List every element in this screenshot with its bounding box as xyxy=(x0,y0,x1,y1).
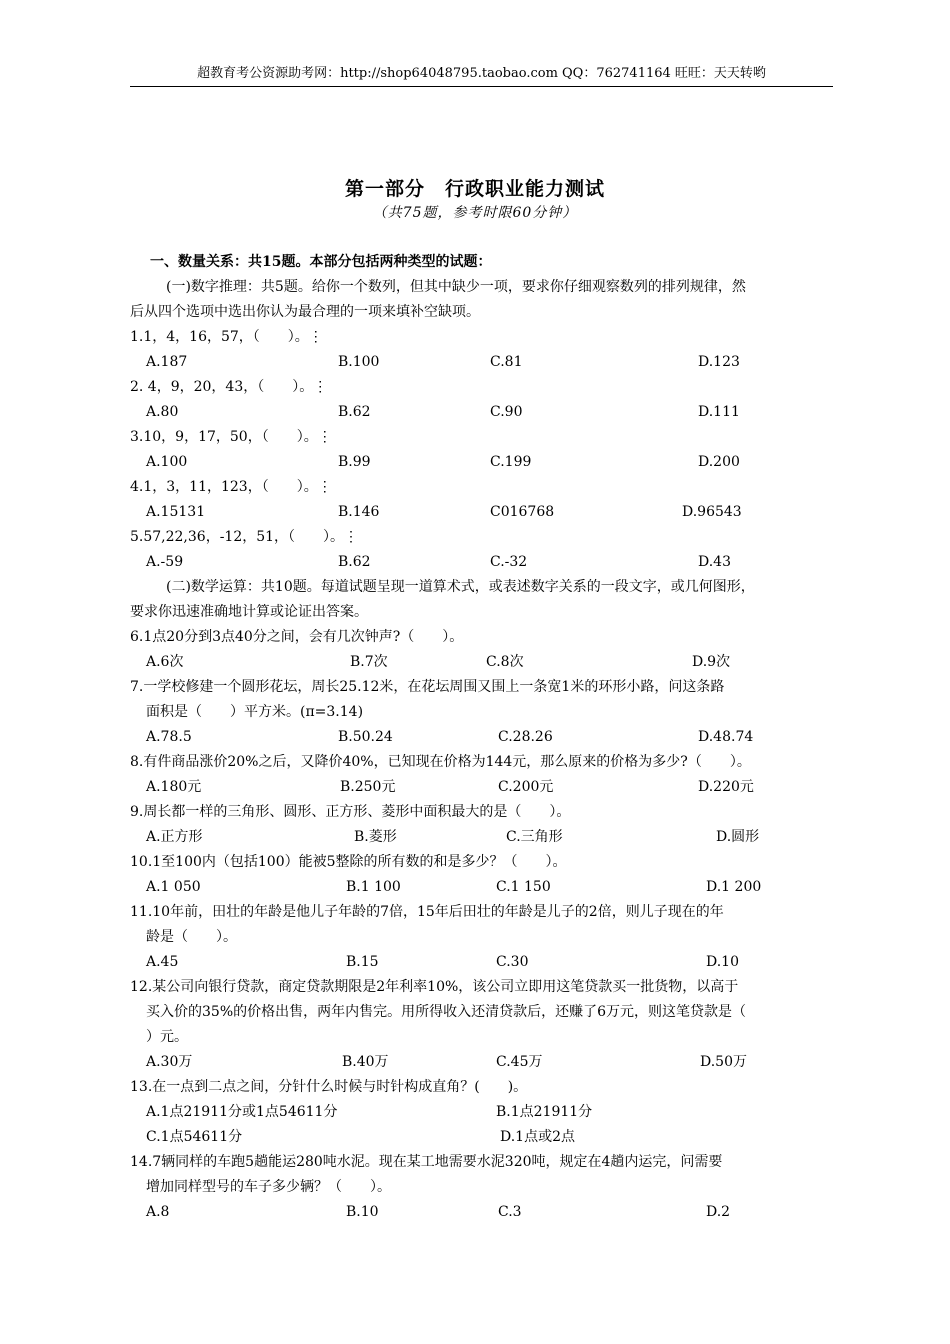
question-5-options xyxy=(130,550,842,575)
option-a[interactable]: A.1 050 xyxy=(146,879,201,895)
question-7-options xyxy=(130,725,842,750)
option-a[interactable]: A.-59 xyxy=(146,554,184,570)
option-c[interactable]: C.-32 xyxy=(490,554,528,570)
page-title: 第一部分 行政职业能力测试 xyxy=(344,178,605,200)
option-c[interactable]: C.28.26 xyxy=(498,729,553,745)
option-b[interactable]: B.99 xyxy=(338,454,371,470)
option-b[interactable]: B.菱形 xyxy=(354,829,397,845)
option-b[interactable]: B.1点21911分 xyxy=(496,1104,593,1120)
option-a[interactable]: A.187 xyxy=(146,354,188,370)
question-14-cont: 增加同样型号的车子多少辆？（ ）。 xyxy=(146,1179,391,1195)
option-b[interactable]: B.146 xyxy=(338,504,380,520)
question-1-options xyxy=(130,350,842,375)
option-c[interactable]: C.3 xyxy=(498,1204,522,1220)
part2-intro-line1: (二)数学运算：共10题。每道试题呈现一道算术式，或表述数字关系的一段文字，或几何图形， xyxy=(166,579,755,595)
option-c[interactable]: C.三角形 xyxy=(506,829,563,845)
option-d[interactable]: D.1点或2点 xyxy=(500,1129,575,1145)
question-10: 10.1至100内（包括100）能被5整除的所有数的和是多少？（ ）。 xyxy=(130,854,567,870)
option-d[interactable]: D.9次 xyxy=(692,654,731,670)
question-10-options xyxy=(130,875,842,900)
option-b[interactable]: B.62 xyxy=(338,554,371,570)
option-d[interactable]: D.220元 xyxy=(698,779,754,795)
question-14: 14.7辆同样的车跑5趟能运280吨水泥。现在某工地需要水泥320吨，规定在4趟内运完，问需要 xyxy=(130,1154,723,1170)
option-d[interactable]: D.48.74 xyxy=(698,729,754,745)
option-d[interactable]: D.1 200 xyxy=(706,879,762,895)
question-6: 6.1点20分到3点40分之间，会有几次钟声?（ ）。 xyxy=(130,629,464,645)
option-b[interactable]: B.40万 xyxy=(342,1054,389,1070)
question-8-options xyxy=(130,775,842,800)
question-5: 5.57,22,36，-12，51，（ ）。⋮ xyxy=(130,529,359,545)
question-11-options xyxy=(130,950,842,975)
question-8: 8.有件商品涨价20%之后，又降价40%，已知现在价格为144元，那么原来的价格为多少?（ ）。 xyxy=(130,754,751,770)
option-c[interactable]: C.1 150 xyxy=(496,879,551,895)
part1-intro-line2: 后从四个选项中选出你认为最合理的一项来填补空缺项。 xyxy=(130,304,480,320)
option-c[interactable]: C.1点54611分 xyxy=(146,1129,243,1145)
question-11: 11.10年前，田壮的年龄是他儿子年龄的7倍，15年后田壮的年龄是儿子的2倍，则儿子现在的年 xyxy=(130,904,724,920)
option-d[interactable]: D.10 xyxy=(706,954,739,970)
option-d[interactable]: D.123 xyxy=(698,354,740,370)
exam-content xyxy=(130,250,842,1225)
option-d[interactable]: D.圆形 xyxy=(716,829,760,845)
section-heading: 一、数量关系：共15题。本部分包括两种类型的试题： xyxy=(150,254,492,270)
option-a[interactable]: A.1点21911分或1点54611分 xyxy=(146,1104,338,1120)
question-12-cont: 买入价的35%的价格出售，两年内售完。用所得收入还清贷款后，还赚了6万元，则这笔贷款是（ xyxy=(146,1004,747,1020)
question-12-cont2: ）元。 xyxy=(146,1029,188,1045)
part1-intro-line1: (一)数字推理：共5题。给你一个数列，但其中缺少一项，要求你仔细观察数列的排列规律，然 xyxy=(166,279,746,295)
option-b[interactable]: B.100 xyxy=(338,354,380,370)
question-12-options xyxy=(130,1050,842,1075)
question-3: 3.10，9，17，50，（ ）。⋮ xyxy=(130,429,332,445)
option-d[interactable]: D.111 xyxy=(698,404,740,420)
question-9: 9.周长都一样的三角形、圆形、正方形、菱形中面积最大的是（ ）。 xyxy=(130,804,571,820)
option-c[interactable]: C.200元 xyxy=(498,779,554,795)
option-a[interactable]: A.78.5 xyxy=(146,729,192,745)
option-a[interactable]: A.45 xyxy=(146,954,179,970)
option-d[interactable]: D.43 xyxy=(698,554,731,570)
option-c[interactable]: C.199 xyxy=(490,454,532,470)
option-a[interactable]: A.8 xyxy=(146,1204,170,1220)
page-subtitle: （共75题，参考时限60分钟） xyxy=(372,205,578,221)
option-c[interactable]: C.90 xyxy=(490,404,523,420)
option-a[interactable]: A.80 xyxy=(146,404,179,420)
question-11-cont: 龄是（ ）。 xyxy=(146,929,237,945)
question-6-options xyxy=(130,650,842,675)
option-b[interactable]: B.10 xyxy=(346,1204,379,1220)
question-4: 4.1，3，11，123，（ ）。⋮ xyxy=(130,479,332,495)
question-7: 7.一学校修建一个圆形花坛，周长25.12米，在花坛周围又围上一条宽1米的环形小路，问这条路 xyxy=(130,679,725,695)
question-3-options xyxy=(130,450,842,475)
option-c[interactable]: C.30 xyxy=(496,954,529,970)
option-a[interactable]: A.正方形 xyxy=(146,829,203,845)
option-a[interactable]: A.100 xyxy=(146,454,188,470)
option-b[interactable]: B.62 xyxy=(338,404,371,420)
option-c[interactable]: C.45万 xyxy=(496,1054,543,1070)
option-b[interactable]: B.50.24 xyxy=(338,729,393,745)
question-12: 12.某公司向银行贷款，商定贷款期限是2年利率10%，该公司立即用这笔贷款买一批货物，以高于 xyxy=(130,979,739,995)
option-b[interactable]: B.1 100 xyxy=(346,879,401,895)
question-13: 13.在一点到二点之间，分针什么时候与时针构成直角？( )。 xyxy=(130,1079,528,1095)
question-13-options-row1 xyxy=(130,1100,842,1125)
question-1: 1.1，4，16，57，（ ）。⋮ xyxy=(130,329,323,345)
question-2-options xyxy=(130,400,842,425)
question-13-options-row2 xyxy=(130,1125,842,1150)
question-14-options xyxy=(130,1200,842,1225)
option-d[interactable]: D.2 xyxy=(706,1204,731,1220)
option-b[interactable]: B.7次 xyxy=(350,654,388,670)
option-d[interactable]: D.200 xyxy=(698,454,740,470)
question-4-options xyxy=(130,500,842,525)
option-b[interactable]: B.250元 xyxy=(340,779,396,795)
part2-intro-line2: 要求你迅速准确地计算或论证出答案。 xyxy=(130,604,368,620)
option-c[interactable]: C016768 xyxy=(490,504,555,520)
question-2: 2. 4，9，20，43，（ ）。⋮ xyxy=(130,379,328,395)
option-c[interactable]: C.81 xyxy=(490,354,523,370)
option-d[interactable]: D.96543 xyxy=(682,504,742,520)
option-b[interactable]: B.15 xyxy=(346,954,379,970)
option-a[interactable]: A.30万 xyxy=(146,1054,193,1070)
option-d[interactable]: D.50万 xyxy=(700,1054,747,1070)
question-7-cont: 面积是（ ）平方米。(π=3.14) xyxy=(146,704,364,720)
page-header: 超教育考公资源助考网：http://shop64048795.taobao.com QQ：762741164 旺旺：天天转哟 xyxy=(130,64,833,87)
option-c[interactable]: C.8次 xyxy=(486,654,524,670)
option-a[interactable]: A.180元 xyxy=(146,779,202,795)
option-a[interactable]: A.6次 xyxy=(146,654,184,670)
option-a[interactable]: A.15131 xyxy=(146,504,206,520)
question-9-options xyxy=(130,825,842,850)
